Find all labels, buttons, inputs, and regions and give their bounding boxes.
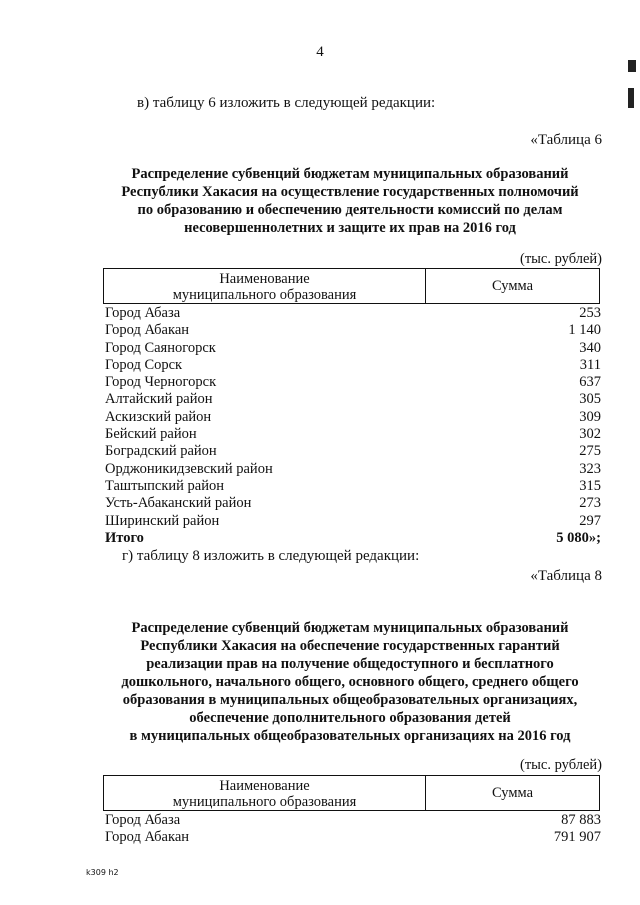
row-sum: 305 bbox=[579, 391, 601, 408]
row-name: Аскизский район bbox=[105, 408, 212, 425]
table-8-caption: «Таблица 8 bbox=[530, 568, 602, 584]
header-name-column bbox=[104, 269, 426, 303]
row-name: Таштыпский район bbox=[105, 477, 225, 494]
table-row bbox=[105, 322, 601, 339]
table-row bbox=[105, 495, 601, 512]
table-6-units: (тыс. рублей) bbox=[520, 251, 602, 267]
table-8-header bbox=[103, 775, 600, 811]
table-6-header bbox=[103, 268, 600, 304]
row-sum: 253 bbox=[579, 305, 601, 321]
row-name: Боградский район bbox=[105, 443, 217, 460]
header-name-line1: Наименование bbox=[219, 271, 310, 287]
row-name: Бейский район bbox=[105, 426, 197, 443]
row-sum: 87 883 bbox=[561, 812, 601, 828]
row-sum: 297 bbox=[579, 512, 601, 529]
header-name-line1: Наименование bbox=[219, 778, 310, 794]
header-sum-column: Сумма bbox=[491, 277, 534, 294]
heading-line: в муниципальных общеобразовательных организациях на 2016 год bbox=[129, 728, 571, 744]
row-name: Город Саяногорск bbox=[105, 339, 216, 356]
heading-line: Распределение субвенций бюджетам муниципальных образований bbox=[131, 620, 569, 636]
total-row bbox=[105, 530, 601, 547]
table-row bbox=[105, 513, 601, 530]
row-name: Ширинский район bbox=[105, 512, 220, 529]
row-name: Город Абаза bbox=[105, 812, 181, 828]
table-row bbox=[105, 829, 601, 846]
row-sum: 311 bbox=[579, 356, 601, 373]
table-8-body bbox=[105, 812, 601, 847]
row-name: Город Абакан bbox=[105, 829, 190, 846]
table-8-heading bbox=[60, 619, 640, 745]
row-name: Алтайский район bbox=[105, 391, 213, 408]
total-label: Итого bbox=[105, 529, 144, 546]
heading-line: по образованию и обеспечению деятельности комиссий по делам bbox=[137, 202, 563, 218]
header-name-line2: муниципального образования bbox=[172, 287, 357, 303]
table-6-caption: «Таблица 6 bbox=[530, 132, 602, 148]
table-row bbox=[105, 461, 601, 478]
footer-code: k309 h2 bbox=[86, 868, 119, 877]
heading-line: дошкольного, начального общего, основного общего, среднего общего bbox=[121, 674, 579, 690]
amendment-paragraph-v: в) таблицу 6 изложить в следующей редакции: bbox=[137, 95, 436, 111]
row-name: Город Черногорск bbox=[105, 374, 217, 391]
row-sum: 637 bbox=[579, 374, 601, 391]
table-row bbox=[105, 443, 601, 460]
table-row bbox=[105, 340, 601, 357]
row-sum: 1 140 bbox=[568, 322, 601, 339]
table-8-units: (тыс. рублей) bbox=[520, 757, 602, 773]
table-row bbox=[105, 409, 601, 426]
header-sum-column: Сумма bbox=[491, 784, 534, 801]
row-sum: 791 907 bbox=[553, 829, 601, 846]
heading-line: несовершеннолетних и защите их прав на 2016 год bbox=[184, 220, 516, 236]
table-row bbox=[105, 426, 601, 443]
row-name: Орджоникидзевский район bbox=[105, 460, 273, 477]
total-sum: 5 080»; bbox=[556, 529, 601, 546]
header-name-line2: муниципального образования bbox=[172, 794, 357, 810]
scan-margin-mark bbox=[628, 60, 636, 72]
heading-line: Распределение субвенций бюджетам муниципальных образований bbox=[131, 166, 569, 182]
row-name: Город Сорск bbox=[105, 356, 183, 373]
row-sum: 309 bbox=[579, 408, 601, 425]
row-sum: 315 bbox=[579, 477, 601, 494]
row-sum: 323 bbox=[579, 460, 601, 477]
row-sum: 275 bbox=[579, 443, 601, 460]
table-row bbox=[105, 357, 601, 374]
table-row bbox=[105, 374, 601, 391]
row-name: Город Абакан bbox=[105, 322, 190, 339]
amendment-paragraph-g: г) таблицу 8 изложить в следующей редакции: bbox=[122, 548, 420, 564]
table-6-heading bbox=[60, 165, 640, 237]
heading-line: Республики Хакасия на осуществление государственных полномочий bbox=[121, 184, 579, 200]
heading-line: Республики Хакасия на обеспечение государственных гарантий bbox=[140, 638, 560, 654]
row-name: Город Абаза bbox=[105, 305, 181, 321]
page-number: 4 bbox=[316, 44, 324, 60]
heading-line: обеспечение дополнительного образования детей bbox=[189, 710, 511, 726]
table-row bbox=[105, 391, 601, 408]
table-6-body bbox=[105, 305, 601, 547]
header-name-column bbox=[104, 776, 426, 810]
row-sum: 302 bbox=[579, 426, 601, 443]
row-name: Усть-Абаканский район bbox=[105, 495, 252, 512]
table-row bbox=[105, 478, 601, 495]
table-row bbox=[105, 305, 601, 322]
scan-margin-mark bbox=[628, 88, 634, 108]
heading-line: образования в муниципальных общеобразовательных организациях, bbox=[122, 692, 578, 708]
row-sum: 340 bbox=[579, 339, 601, 356]
table-row bbox=[105, 812, 601, 829]
heading-line: реализации прав на получение общедоступного и бесплатного bbox=[146, 656, 554, 672]
row-sum: 273 bbox=[579, 495, 601, 512]
